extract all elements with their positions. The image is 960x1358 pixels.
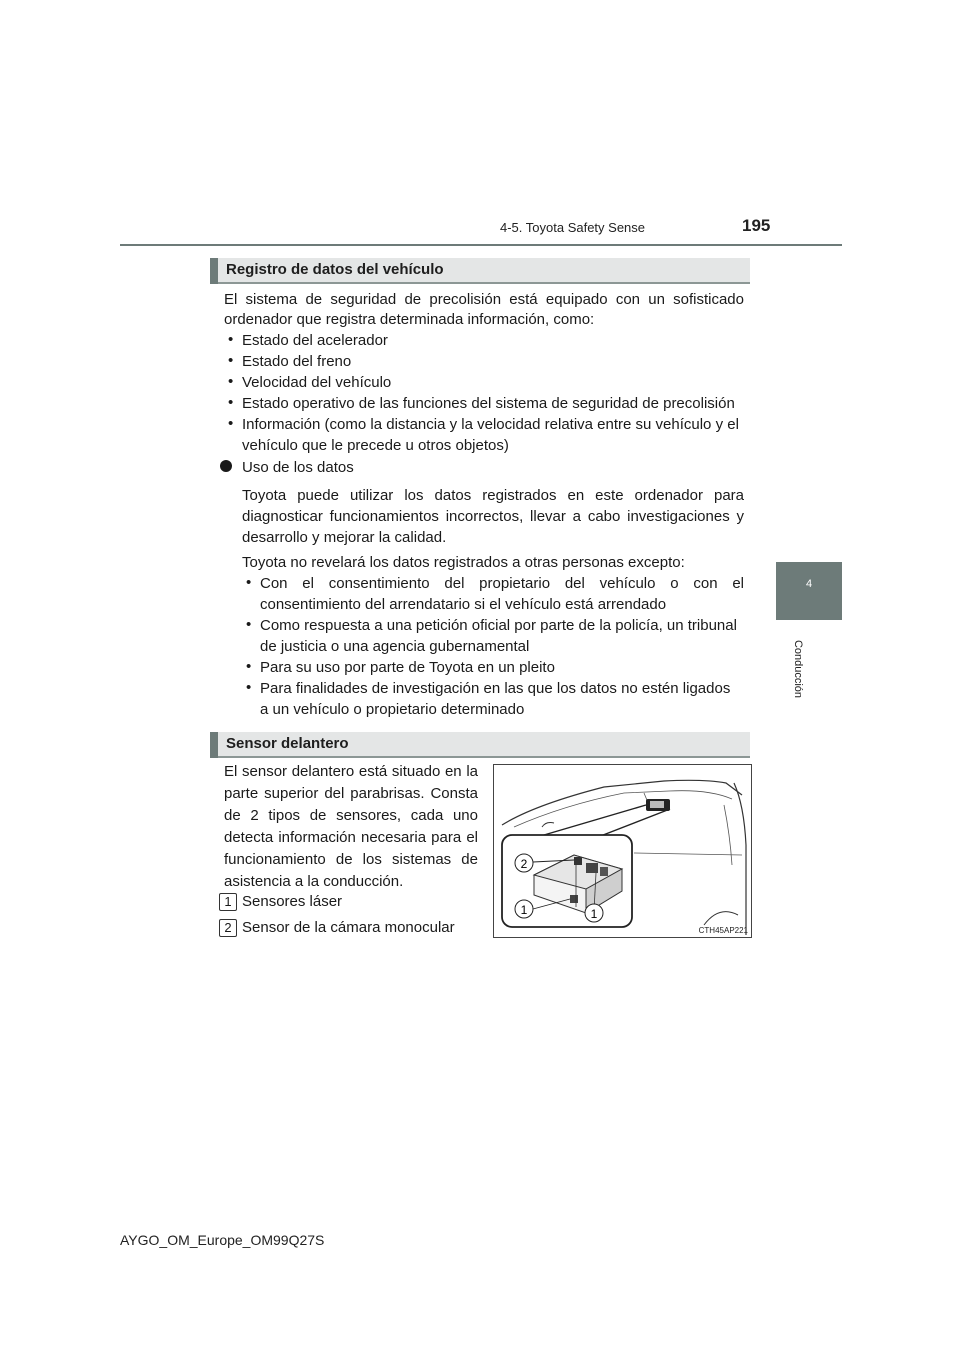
bullet-mark: • [246, 658, 252, 675]
page-number: 195 [742, 216, 771, 235]
bullet-item: Información (como la distancia y la velocidad relativa entre su vehículo y el [242, 416, 739, 433]
sub-bullet-cont: consentimiento del arrendatario si el vehículo está arrendado [260, 596, 667, 613]
callout-label: 1 [590, 907, 598, 921]
sub-bullet-item: Con el consentimiento del propietario del vehículo o con el [260, 575, 744, 592]
sensor-text-line: parte superior del parabrisas. Consta [224, 785, 478, 802]
bullet-item: Estado del freno [242, 353, 352, 370]
para1-line-3: desarrollo y mejorar la calidad. [242, 529, 447, 546]
section-heading-registro [210, 258, 750, 284]
sensor-text-line: detecta información necesaria para el [224, 829, 478, 846]
bullet-mark: • [228, 373, 234, 390]
sensor-text-line: asistencia a la conducción. [224, 873, 404, 890]
heading-bar [210, 732, 218, 758]
figure-code: CTH45AP221 [698, 926, 748, 935]
para2: Toyota no revelará los datos registrados a otras personas excepto: [242, 554, 685, 571]
intro-line-2: ordenador que registra determinada información, como: [224, 311, 595, 328]
sub-bullet-item: Para su uso por parte de Toyota en un pleito [260, 659, 555, 676]
sub-bullet-cont: de justicia o una agencia gubernamental [260, 638, 530, 655]
filled-circle-bullet-icon [220, 460, 232, 472]
heading-bar [210, 258, 218, 284]
chapter-label-text: Conducción [792, 639, 804, 699]
number-badge-1: 1 [219, 893, 237, 911]
bullet-item: Velocidad del vehículo [242, 374, 392, 391]
chapter-tab [776, 562, 842, 620]
bullet-mark: • [228, 415, 234, 432]
section-heading-sensor [210, 732, 750, 758]
para1-line-1: Toyota puede utilizar los datos registrados en este ordenador para [242, 487, 744, 504]
front-sensor-illustration [493, 764, 752, 938]
bullet-mark: • [228, 352, 234, 369]
bullet-mark: • [246, 574, 252, 591]
header-rule [120, 244, 842, 246]
sensor-text-line: El sensor delantero está situado en la [224, 763, 478, 780]
para1-line-2: diagnosticar funcionamientos incorrectos, llevar a cabo investigaciones y [242, 508, 744, 525]
document-footer: AYGO_OM_Europe_OM99Q27S [120, 1232, 325, 1248]
callout-label: 2 [520, 857, 528, 871]
legend-item: Sensores láser [242, 893, 343, 910]
subsection-title: Uso de los datos [242, 459, 354, 476]
sensor-text-line: funcionamiento de los sistemas de [224, 851, 478, 868]
legend-item: Sensor de la cámara monocular [242, 919, 455, 936]
sub-bullet-item: Como respuesta a una petición oficial por parte de la policía, un tribunal [260, 617, 737, 634]
chapter-number: 4 [805, 578, 813, 590]
sub-bullet-cont: a un vehículo o propietario determinado [260, 701, 525, 718]
bullet-mark: • [228, 394, 234, 411]
number-badge-2: 2 [219, 919, 237, 937]
bullet-mark: • [246, 616, 252, 633]
bullet-item: Estado operativo de las funciones del sistema de seguridad de precolisión [242, 395, 735, 412]
section-header: 4-5. Toyota Safety Sense [500, 220, 646, 235]
sensor-text-line: de 2 tipos de sensores, cada uno [224, 807, 478, 824]
intro-line-1: El sistema de seguridad de precolisión está equipado con un sofisticado [224, 291, 744, 308]
windshield-sensor-drawing [494, 765, 751, 937]
bullet-item-cont: vehículo que le precede u otros objetos) [242, 437, 509, 454]
section-title: Registro de datos del vehículo [226, 261, 444, 278]
bullet-mark: • [246, 679, 252, 696]
section-title: Sensor delantero [226, 735, 349, 752]
chapter-label [791, 630, 805, 710]
callout-label: 1 [520, 903, 528, 917]
bullet-item: Estado del acelerador [242, 332, 388, 349]
sub-bullet-item: Para finalidades de investigación en las que los datos no estén ligados [260, 680, 731, 697]
bullet-mark: • [228, 331, 234, 348]
